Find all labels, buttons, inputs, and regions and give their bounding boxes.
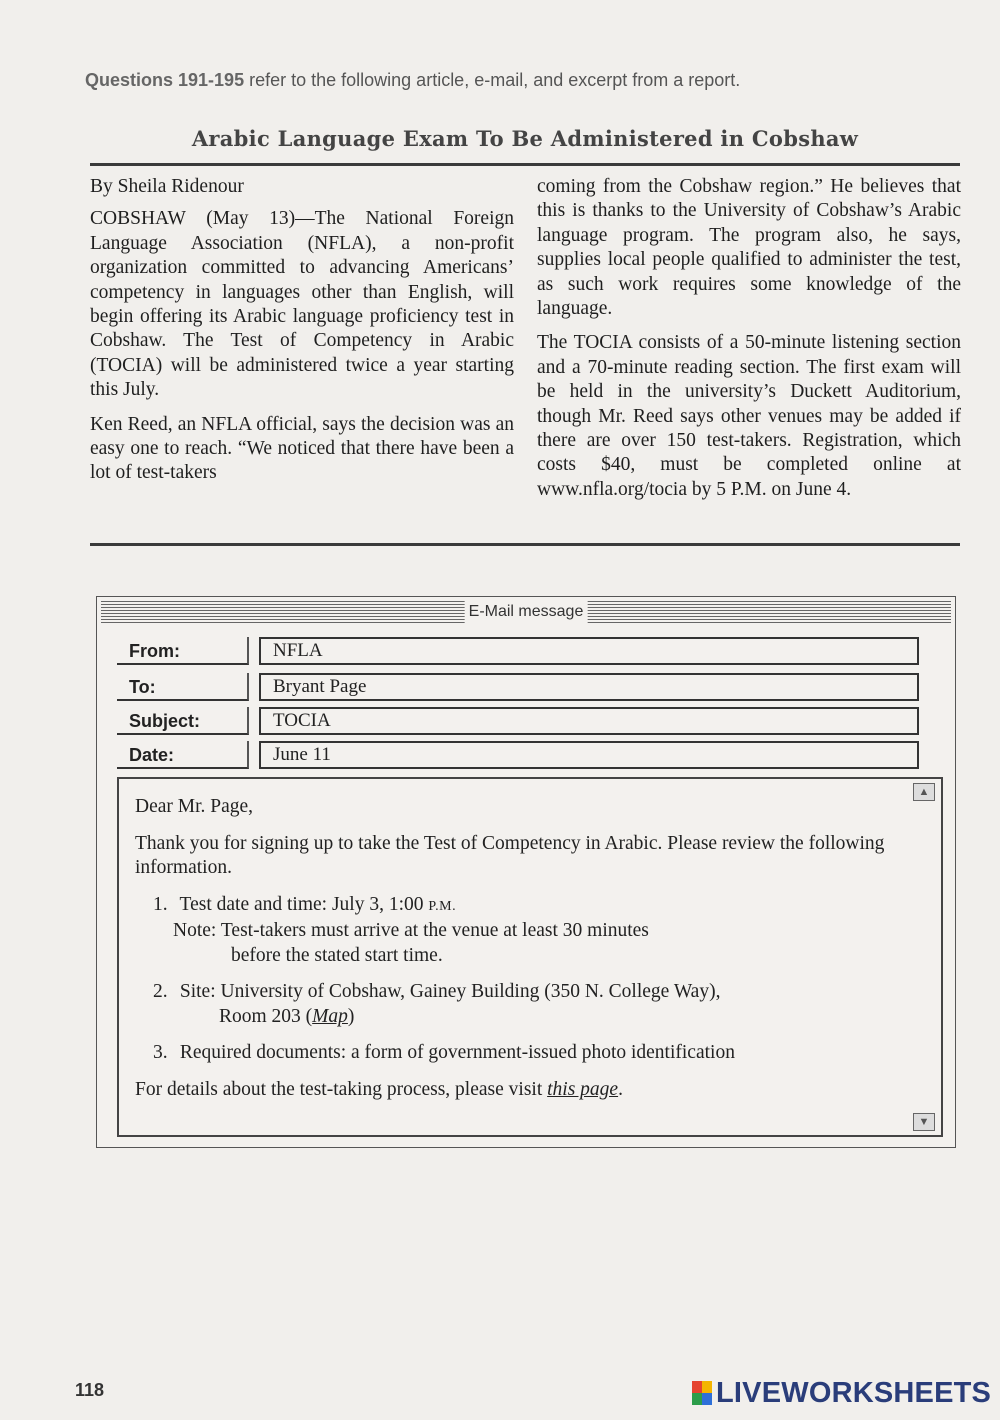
subject-field[interactable]: TOCIA (259, 707, 919, 735)
item-number: 1. (153, 893, 168, 915)
liveworksheets-brand[interactable] (692, 1376, 991, 1410)
item1-text: Test date and time: July 3, 1:00 (179, 893, 424, 915)
article-paragraph: COBSHAW (May 13)—The National Foreign Language Association (NFLA), a non-profit organization committed to advancing Americans’ competency in languages other than English, will begin offering its Arabic language proficiency test in Cobshaw. The Test of Competency in Arabic (TOCIA) will be administered twice a year starting this July. (90, 208, 514, 401)
map-link[interactable]: Map (312, 1005, 348, 1027)
article-column-right (537, 175, 961, 512)
subject-label: Subject: (117, 707, 249, 735)
page-number: 118 (75, 1380, 105, 1400)
item-number: 2. (153, 981, 168, 1002)
item2-room: Room 203 ( (219, 1005, 313, 1027)
email-details-line (135, 1078, 895, 1103)
this-page-link[interactable]: this page (547, 1078, 619, 1100)
email-item-3 (135, 1041, 895, 1066)
item3-text: Required documents: a form of government-issued photo identification (179, 1042, 735, 1063)
article-paragraph: The TOCIA consists of a 50-minute listening section and a 70-minute reading section. The first exam will be held in the university’s Duckett Auditorium, though Mr. Reed says other venues may be added if there are over 150 test-takers. Registration, which costs $40, must be completed online at www.nfla.org/tocia by 5 P.M. on June 4. (537, 332, 961, 500)
questions-intro (85, 70, 740, 91)
article-paragraph: Ken Reed, an NFLA official, says the decision was an easy one to reach. “We noticed that there have been a lot of test-takers (90, 413, 514, 484)
email-item-2 (135, 980, 895, 1029)
to-field[interactable]: Bryant Page (259, 673, 919, 701)
article-column-left (90, 175, 514, 496)
details-end: . (618, 1078, 623, 1100)
brand-name: LIVEWORKSHEETS (716, 1376, 992, 1409)
note-line-2: before the stated start time. (231, 944, 443, 966)
email-body[interactable] (117, 777, 943, 1137)
email-item-1 (135, 893, 895, 969)
email-greeting: Dear Mr. Page, (135, 796, 254, 817)
note-label: Note: (173, 920, 217, 941)
item2-text: Site: University of Cobshaw, Gainey Building (350 N. College Way), (179, 981, 721, 1002)
scroll-down-arrow-icon[interactable]: ▼ (913, 1113, 935, 1131)
intro-text: refer to the following article, e-mail, and excerpt from a report. (249, 70, 741, 90)
item2-close: ) (347, 1005, 355, 1027)
headline-rule (90, 163, 960, 166)
from-label: From: (117, 637, 249, 665)
note-line-1: Test-takers must arrive at the venue at least 30 minutes (220, 920, 649, 941)
question-range: Questions 191-195 (85, 70, 245, 90)
article-byline: By Sheila Ridenour (90, 176, 244, 197)
email-intro: Thank you for signing up to take the Test of Competency in Arabic. Please review the following information. (135, 832, 885, 878)
date-field[interactable]: June 11 (259, 741, 919, 769)
item-number: 3. (153, 1042, 168, 1063)
article-paragraph: coming from the Cobshaw region.” He believes that this is thanks to the University of Cobshaw’s Arabic language program. The program also, he says, supplies local people qualified to administer the test, as such work requires some knowledge of the language. (537, 176, 961, 320)
article-headline: Arabic Language Exam To Be Administered in Cobshaw (191, 126, 859, 151)
email-body-content (135, 795, 895, 1114)
scroll-up-arrow-icon[interactable]: ▲ (913, 783, 935, 801)
article-end-rule (90, 543, 960, 546)
item1-pm: P.M. (428, 898, 457, 914)
from-field[interactable]: NFLA (259, 637, 919, 665)
email-window (96, 596, 956, 1148)
to-label: To: (117, 673, 249, 701)
email-window-title: E-Mail message (465, 601, 588, 623)
liveworksheets-logo-icon (692, 1381, 712, 1405)
date-label: Date: (117, 741, 249, 769)
email-title-bar (101, 601, 951, 625)
details-text: For details about the test-taking process, please visit (135, 1078, 543, 1100)
